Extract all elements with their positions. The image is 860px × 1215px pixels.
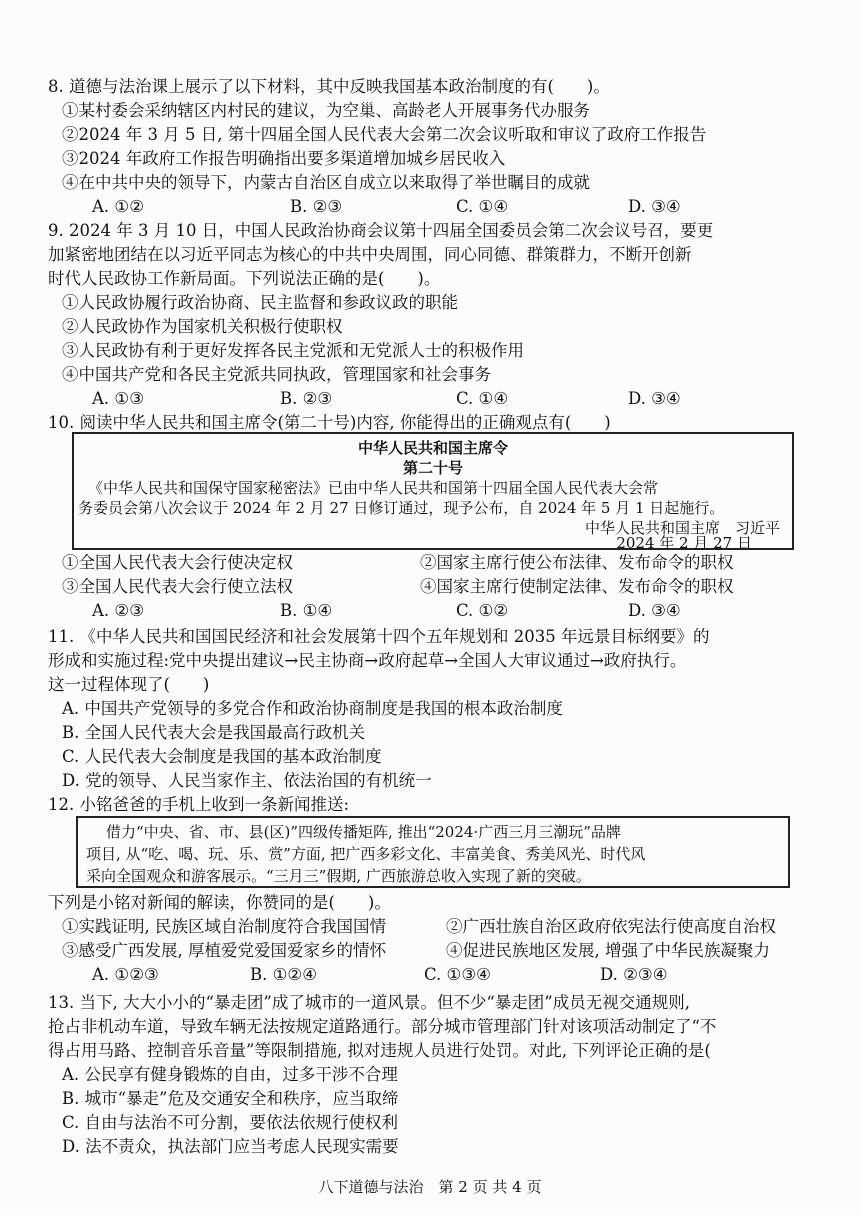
q8-option-d[interactable]: D. ③④	[628, 197, 681, 216]
q9-stem-line-1: 9. 2024 年 3 月 10 日，中国人民政治协商会议第十四届全国委员会第二次会议号召，要更	[48, 221, 714, 240]
q12-item-1: ①实践证明, 民族区域自治制度符合我国国情	[62, 917, 386, 936]
news-line-1: 借力“中央、省、市、县(区)”四级传播矩阵, 推出“2024·广西三月三潮玩”品牌	[106, 823, 621, 841]
q12-option-c[interactable]: C. ①③④	[424, 965, 491, 984]
q13-stem-line-3: 得占用马路、控制音乐音量”等限制措施, 拟对违规人员进行处罚。对此, 下列评论正确的是(	[48, 1041, 711, 1060]
q12-option-a[interactable]: A. ①②③	[92, 965, 159, 984]
q11-stem-line-2: 形成和实施过程:党中央提出建议→民主协商→政府起草→全国人大审议通过→政府执行。	[48, 651, 687, 670]
news-line-2: 项目, 从“吃、喝、玩、乐、赏”方面, 把广西多彩文化、丰富美食、秀美风光、时代风	[86, 845, 646, 863]
q12-items	[0, 916, 860, 964]
decree-signature: 中华人民共和国主席 习近平	[584, 519, 780, 537]
q10-stem: 10. 阅读中华人民共和国主席令(第二十号)内容, 你能得出的正确观点有( )	[48, 413, 611, 432]
news-box	[76, 816, 790, 888]
q10-options	[0, 600, 860, 622]
q13-stem-line-2: 抢占非机动车道，导致车辆无法按规定道路通行。部分城市管理部门针对该项活动制定了“不	[48, 1017, 717, 1036]
decree-body-line-1: 《中华人民共和国保守国家秘密法》已由中华人民共和国第十四届全国人民代表大会常	[88, 479, 659, 497]
q8-option-a[interactable]: A. ①②	[92, 197, 144, 216]
q11-stem-line-3: 这一过程体现了( )	[48, 675, 210, 694]
q8-item-2: ②2024 年 3 月 5 日, 第十四届全国人民代表大会第二次会议听取和审议了政府工作报告	[62, 125, 707, 144]
q13-option-b[interactable]: B. 城市“暴走”危及交通安全和秩序，应当取缔	[62, 1089, 399, 1108]
news-line-3: 采向全国观众和游客展示。“三月三”假期, 广西旅游总收入实现了新的突破。	[86, 867, 591, 885]
q10-option-a[interactable]: A. ②③	[92, 601, 144, 620]
q11-option-a[interactable]: A. 中国共产党领导的多党合作和政治协商制度是我国的根本政治制度	[62, 699, 563, 718]
q8-item-1: ①某村委会采纳辖区内村民的建议，为空巢、高龄老人开展事务代办服务	[62, 101, 590, 120]
q9-option-c[interactable]: C. ①④	[456, 389, 509, 408]
q13-option-c[interactable]: C. 自由与法治不可分割，要依法依规行使权利	[62, 1113, 399, 1132]
q10-item-1: ①全国人民代表大会行使决定权	[62, 553, 293, 572]
q9-item-1: ①人民政协履行政治协商、民主监督和参政议政的职能	[62, 293, 458, 312]
q10-item-4: ④国家主席行使制定法律、发布命令的职权	[420, 577, 734, 596]
q9-item-4: ④中国共产党和各民主党派共同执政，管理国家和社会事务	[62, 365, 491, 384]
page-footer: 八下道德与法治 第 2 页 共 4 页	[318, 1178, 542, 1196]
decree-date: 2024 年 2 月 27 日	[616, 534, 752, 552]
q9-stem-line-3: 时代人民政协工作新局面。下列说法正确的是( )。	[48, 269, 441, 288]
q9-option-b[interactable]: B. ②③	[280, 389, 333, 408]
q9-stem-line-2: 加紧密地团结在以习近平同志为核心的中共中央周围，同心同德、群策群力，不断开创新	[48, 245, 692, 264]
q11-option-b[interactable]: B. 全国人民代表大会是我国最高行政机关	[62, 723, 366, 742]
q8-item-4: ④在中共中央的领导下，内蒙古自治区自成立以来取得了举世瞩目的成就	[62, 173, 590, 192]
decree-number: 第二十号	[402, 459, 463, 477]
q9-item-3: ③人民政协有利于更好发挥各民主党派和无党派人士的积极作用	[62, 341, 524, 360]
q12-item-4: ④促进民族地区发展, 增强了中华民族凝聚力	[446, 941, 770, 960]
q9-option-d[interactable]: D. ③④	[628, 389, 681, 408]
q9-option-a[interactable]: A. ①③	[92, 389, 144, 408]
q9-options	[0, 388, 860, 410]
q12-option-d[interactable]: D. ②③④	[600, 965, 668, 984]
q12-option-b[interactable]: B. ①②④	[250, 965, 317, 984]
q12-question: 下列是小铭对新闻的解读，你赞同的是( )。	[48, 893, 391, 912]
q12-item-3: ③感受广西发展, 厚植爱党爱国爱家乡的情怀	[62, 941, 386, 960]
q8-stem: 8. 道德与法治课上展示了以下材料，其中反映我国基本政治制度的有( )。	[48, 77, 610, 96]
q12-options	[0, 964, 860, 986]
q9-item-2: ②人民政协作为国家机关积极行使职权	[62, 317, 343, 336]
q10-option-b[interactable]: B. ①④	[280, 601, 333, 620]
q12-stem: 12. 小铭爸爸的手机上收到一条新闻推送:	[48, 795, 350, 814]
q8-item-3: ③2024 年政府工作报告明确指出要多渠道增加城乡居民收入	[62, 149, 506, 168]
q13-option-a[interactable]: A. 公民享有健身锻炼的自由，过多干涉不合理	[62, 1065, 398, 1084]
q10-items	[0, 552, 860, 600]
q12-item-2: ②广西壮族自治区政府依宪法行使高度自治权	[446, 917, 776, 936]
q13-stem-line-1: 13. 当下, 大大小小的“暴走团”成了城市的一道风景。但不少“暴走团”成员无视交通规则,	[48, 993, 690, 1012]
q10-option-d[interactable]: D. ③④	[628, 601, 681, 620]
q8-options	[0, 196, 860, 218]
q10-option-c[interactable]: C. ①②	[456, 601, 509, 620]
decree-body-line-2: 务委员会第八次会议于 2024 年 2 月 27 日修订通过，现予公布，自 2024 年 5 月 1 日起施行。	[78, 499, 725, 517]
decree-title: 中华人民共和国主席令	[357, 439, 508, 457]
q13-option-d[interactable]: D. 法不责众，执法部门应当考虑人民现实需要	[62, 1137, 399, 1156]
q10-item-3: ③全国人民代表大会行使立法权	[62, 577, 293, 596]
q8-option-b[interactable]: B. ②③	[290, 197, 343, 216]
q11-option-c[interactable]: C. 人民代表大会制度是我国的基本政治制度	[62, 747, 382, 766]
q11-stem-line-1: 11. 《中华人民共和国国民经济和社会发展第十四个五年规划和 2035 年远景目标纲要》的	[48, 627, 710, 646]
decree-box	[72, 432, 794, 550]
q11-option-d[interactable]: D. 党的领导、人民当家作主、依法治国的有机统一	[62, 771, 432, 790]
q8-option-c[interactable]: C. ①④	[456, 197, 509, 216]
q10-item-2: ②国家主席行使公布法律、发布命令的职权	[420, 553, 734, 572]
